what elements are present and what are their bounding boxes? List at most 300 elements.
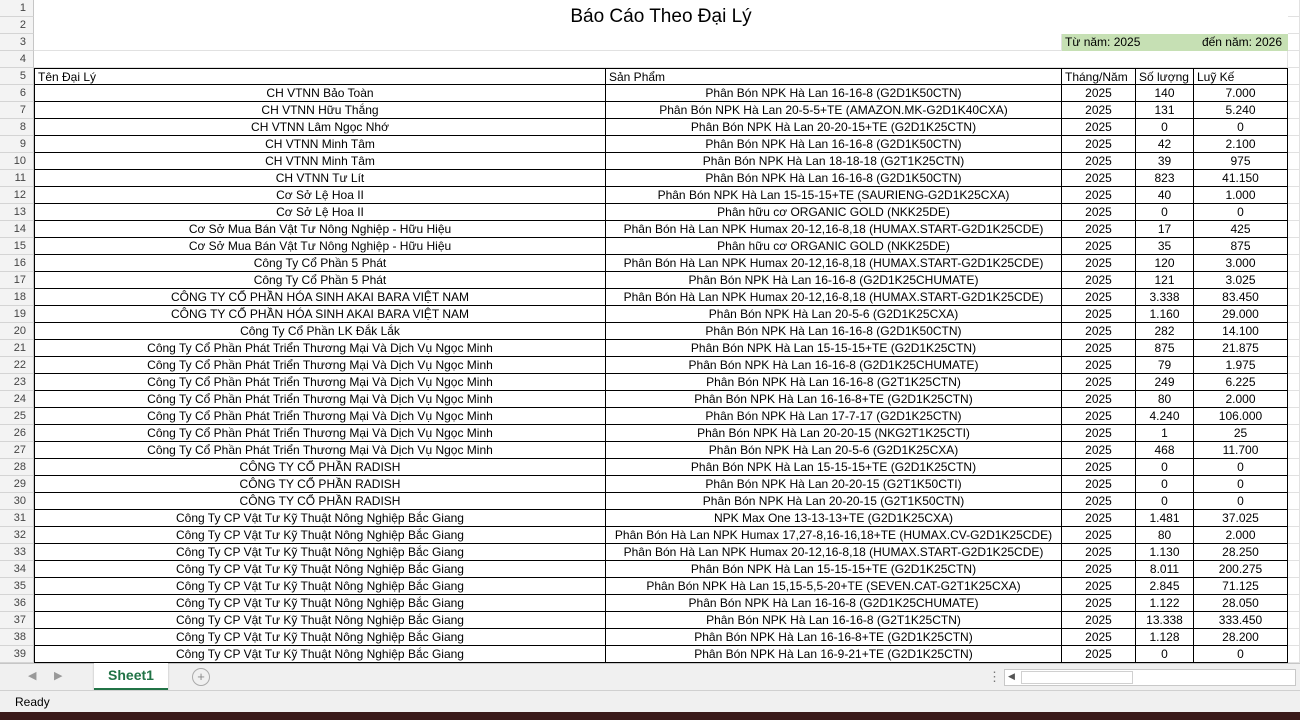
row-header[interactable]: 10 (0, 153, 34, 170)
row-header[interactable]: 4 (0, 51, 34, 68)
to-year-cell[interactable]: đến năm: 2026 (1194, 34, 1288, 51)
sheet-row (0, 476, 1300, 493)
year-cell[interactable]: 2025 (1062, 306, 1136, 323)
dealer-name-cell[interactable]: CÔNG TY CỔ PHẦN RADISH (34, 493, 606, 510)
product-cell[interactable]: Phân Bón NPK Hà Lan 20-5-6 (G2D1K25CXA) (606, 442, 1062, 459)
sheet-row (0, 204, 1300, 221)
row-header[interactable]: 33 (0, 544, 34, 561)
empty-cell[interactable] (1288, 323, 1300, 340)
row-header[interactable]: 15 (0, 238, 34, 255)
quantity-cell[interactable]: 79 (1136, 357, 1194, 374)
year-cell[interactable]: 2025 (1062, 85, 1136, 102)
scroll-left-arrow-icon[interactable]: ◀ (1008, 671, 1015, 681)
quantity-cell[interactable]: 1 (1136, 425, 1194, 442)
dealer-name-cell[interactable]: Công Ty CP Vật Tư Kỹ Thuật Nông Nghiệp Bắc Giang (34, 510, 606, 527)
dealer-name-cell[interactable]: Công Ty CP Vật Tư Kỹ Thuật Nông Nghiệp Bắc Giang (34, 561, 606, 578)
dealer-name-cell[interactable]: Cơ Sở Lệ Hoa II (34, 187, 606, 204)
quantity-cell[interactable]: 1.128 (1136, 629, 1194, 646)
cumulative-cell[interactable]: 6.225 (1194, 374, 1288, 391)
quantity-cell[interactable]: 1.481 (1136, 510, 1194, 527)
product-cell[interactable]: Phân Bón NPK Hà Lan 20-20-15 (G2T1K50CTI) (606, 476, 1062, 493)
cumulative-cell[interactable]: 875 (1194, 238, 1288, 255)
row-header[interactable]: 6 (0, 85, 34, 102)
scroll-right-icon[interactable]: ▶ (54, 670, 63, 682)
product-cell[interactable]: Phân Bón Hà Lan NPK Humax 20-12,16-8,18 (HUMAX.START-G2D1K25CDE) (606, 255, 1062, 272)
year-cell[interactable]: 2025 (1062, 221, 1136, 238)
year-cell[interactable]: 2025 (1062, 238, 1136, 255)
quantity-cell[interactable]: 121 (1136, 272, 1194, 289)
cumulative-cell[interactable]: 0 (1194, 646, 1288, 663)
row-header[interactable]: 31 (0, 510, 34, 527)
sheet-row (0, 578, 1300, 595)
cumulative-cell[interactable]: 0 (1194, 204, 1288, 221)
dealer-name-cell[interactable]: CH VTNN Lâm Ngọc Nhớ (34, 119, 606, 136)
row-header[interactable]: 18 (0, 289, 34, 306)
empty-cell[interactable] (1288, 272, 1300, 289)
product-cell[interactable]: Phân Bón NPK Hà Lan 15-15-15+TE (G2D1K25CTN) (606, 561, 1062, 578)
quantity-cell[interactable]: 40 (1136, 187, 1194, 204)
row-header[interactable]: 34 (0, 561, 34, 578)
sheet-row (0, 119, 1300, 136)
year-cell[interactable]: 2025 (1062, 119, 1136, 136)
product-cell[interactable]: Phân Bón NPK Hà Lan 20-5-6 (G2D1K25CXA) (606, 306, 1062, 323)
row-header[interactable]: 14 (0, 221, 34, 238)
year-cell[interactable]: 2025 (1062, 289, 1136, 306)
empty-cell[interactable] (1288, 476, 1300, 493)
dealer-name-cell[interactable]: Công Ty Cổ Phần 5 Phát (34, 272, 606, 289)
dealer-name-cell[interactable]: Công Ty CP Vật Tư Kỹ Thuật Nông Nghiệp Bắc Giang (34, 629, 606, 646)
row-header[interactable]: 7 (0, 102, 34, 119)
year-cell[interactable]: 2025 (1062, 136, 1136, 153)
row-header[interactable]: 37 (0, 612, 34, 629)
quantity-cell[interactable]: 80 (1136, 391, 1194, 408)
cumulative-cell[interactable]: 0 (1194, 459, 1288, 476)
quantity-cell[interactable]: 3.338 (1136, 289, 1194, 306)
taskbar-strip (0, 712, 1300, 720)
empty-cell[interactable] (1288, 629, 1300, 646)
product-cell[interactable]: Phân Bón Hà Lan NPK Humax 20-12,16-8,18 (HUMAX.START-G2D1K25CDE) (606, 221, 1062, 238)
quantity-cell[interactable]: 4.240 (1136, 408, 1194, 425)
quantity-cell[interactable]: 468 (1136, 442, 1194, 459)
cumulative-cell[interactable]: 71.125 (1194, 578, 1288, 595)
cumulative-cell[interactable]: 3.000 (1194, 255, 1288, 272)
quantity-cell[interactable]: 2.845 (1136, 578, 1194, 595)
sheet-row (0, 391, 1300, 408)
empty-cell[interactable] (1288, 408, 1300, 425)
empty-cell[interactable] (1288, 34, 1300, 51)
dealer-name-cell[interactable]: Công Ty CP Vật Tư Kỹ Thuật Nông Nghiệp Bắc Giang (34, 578, 606, 595)
dealer-name-cell[interactable]: CH VTNN Bảo Toàn (34, 85, 606, 102)
row-header[interactable]: 38 (0, 629, 34, 646)
cumulative-cell[interactable]: 37.025 (1194, 510, 1288, 527)
sheet-row (0, 51, 1300, 68)
quantity-cell[interactable]: 0 (1136, 476, 1194, 493)
year-cell[interactable]: 2025 (1062, 646, 1136, 663)
empty-cell[interactable] (1288, 170, 1300, 187)
empty-cell[interactable] (1288, 612, 1300, 629)
status-bar (0, 690, 1300, 712)
empty-cell[interactable] (1288, 119, 1300, 136)
sheet-row (0, 612, 1300, 629)
quantity-cell[interactable]: 249 (1136, 374, 1194, 391)
quantity-cell[interactable]: 140 (1136, 85, 1194, 102)
dealer-name-cell[interactable]: CH VTNN Minh Tâm (34, 153, 606, 170)
sheet-row (0, 561, 1300, 578)
year-cell[interactable]: 2025 (1062, 578, 1136, 595)
tab-sheet1[interactable]: Sheet1 (94, 663, 168, 691)
empty-cell[interactable] (34, 34, 1062, 51)
empty-cell[interactable] (1288, 187, 1300, 204)
quantity-cell[interactable]: 131 (1136, 102, 1194, 119)
column-header[interactable]: Số lượng (1136, 68, 1194, 85)
cumulative-cell[interactable]: 425 (1194, 221, 1288, 238)
empty-cell[interactable] (1288, 544, 1300, 561)
product-cell[interactable]: Phân Bón NPK Hà Lan 16-16-8 (G2D1K50CTN) (606, 136, 1062, 153)
product-cell[interactable]: Phân Bón NPK Hà Lan 16-16-8 (G2D1K50CTN) (606, 170, 1062, 187)
dealer-name-cell[interactable]: Công Ty Cổ Phần Phát Triển Thương Mại Và Dịch Vụ Ngọc Minh (34, 408, 606, 425)
quantity-cell[interactable]: 0 (1136, 204, 1194, 221)
quantity-cell[interactable]: 875 (1136, 340, 1194, 357)
cumulative-cell[interactable]: 29.000 (1194, 306, 1288, 323)
product-cell[interactable]: Phân hữu cơ ORGANIC GOLD (NKK25DE) (606, 204, 1062, 221)
row-header[interactable]: 9 (0, 136, 34, 153)
year-cell[interactable]: 2025 (1062, 340, 1136, 357)
empty-cell[interactable] (1288, 510, 1300, 527)
product-cell[interactable]: Phân Bón NPK Hà Lan 16-16-8 (G2D1K25CHUMATE) (606, 357, 1062, 374)
row-header[interactable]: 26 (0, 425, 34, 442)
sheet-row (0, 221, 1300, 238)
sheet-row (0, 374, 1300, 391)
cumulative-cell[interactable]: 2.000 (1194, 391, 1288, 408)
year-cell[interactable]: 2025 (1062, 493, 1136, 510)
sheet-row (0, 153, 1300, 170)
product-cell[interactable]: Phân Bón NPK Hà Lan 15-15-15+TE (G2D1K25CTN) (606, 459, 1062, 476)
product-cell[interactable]: Phân hữu cơ ORGANIC GOLD (NKK25DE) (606, 238, 1062, 255)
cumulative-cell[interactable]: 7.000 (1194, 85, 1288, 102)
empty-cell[interactable] (1288, 51, 1300, 68)
quantity-cell[interactable]: 1.122 (1136, 595, 1194, 612)
row-header[interactable]: 11 (0, 170, 34, 187)
sheet-row (0, 459, 1300, 476)
dealer-name-cell[interactable]: CH VTNN Tư Lít (34, 170, 606, 187)
column-header[interactable]: Tên Đại Lý (34, 68, 606, 85)
cumulative-cell[interactable]: 28.200 (1194, 629, 1288, 646)
empty-cell[interactable] (1288, 646, 1300, 663)
empty-cell[interactable] (1288, 136, 1300, 153)
row-header[interactable]: 25 (0, 408, 34, 425)
empty-cell[interactable] (1288, 221, 1300, 238)
sheet-row (0, 323, 1300, 340)
row-header[interactable]: 30 (0, 493, 34, 510)
cumulative-cell[interactable]: 975 (1194, 153, 1288, 170)
empty-cell[interactable] (1288, 357, 1300, 374)
row-header[interactable]: 27 (0, 442, 34, 459)
empty-cell[interactable] (1288, 255, 1300, 272)
quantity-cell[interactable]: 8.011 (1136, 561, 1194, 578)
scrollbar-thumb[interactable] (1021, 671, 1133, 684)
sheet-row (0, 510, 1300, 527)
row-header[interactable]: 28 (0, 459, 34, 476)
row-header[interactable]: 12 (0, 187, 34, 204)
dealer-name-cell[interactable]: Cơ Sở Mua Bán Vật Tư Nông Nghiệp - Hữu Hiệu (34, 238, 606, 255)
dealer-name-cell[interactable]: Công Ty Cổ Phần Phát Triển Thương Mại Và Dịch Vụ Ngọc Minh (34, 442, 606, 459)
row-header[interactable]: 29 (0, 476, 34, 493)
empty-cell[interactable] (1288, 561, 1300, 578)
quantity-cell[interactable]: 1.130 (1136, 544, 1194, 561)
quantity-cell[interactable]: 120 (1136, 255, 1194, 272)
dealer-name-cell[interactable]: Cơ Sở Lệ Hoa II (34, 204, 606, 221)
product-cell[interactable]: Phân Bón NPK Hà Lan 20-20-15 (G2T1K50CTN) (606, 493, 1062, 510)
dealer-name-cell[interactable]: Công Ty Cổ Phần Phát Triển Thương Mại Và Dịch Vụ Ngọc Minh (34, 357, 606, 374)
product-cell[interactable]: Phân Bón NPK Hà Lan 16-9-21+TE (G2D1K25CTN) (606, 646, 1062, 663)
product-cell[interactable]: Phân Bón Hà Lan NPK Humax 17,27-8,16-16,18+TE (HUMAX.CV-G2D1K25CDE) (606, 527, 1062, 544)
row-header[interactable]: 16 (0, 255, 34, 272)
quantity-cell[interactable]: 1.160 (1136, 306, 1194, 323)
product-cell[interactable]: Phân Bón NPK Hà Lan 18-18-18 (G2T1K25CTN) (606, 153, 1062, 170)
year-cell[interactable]: 2025 (1062, 629, 1136, 646)
dealer-name-cell[interactable]: Cơ Sở Mua Bán Vật Tư Nông Nghiệp - Hữu Hiệu (34, 221, 606, 238)
year-cell[interactable]: 2025 (1062, 510, 1136, 527)
product-cell[interactable]: Phân Bón Hà Lan NPK Humax 20-12,16-8,18 (HUMAX.START-G2D1K25CDE) (606, 544, 1062, 561)
empty-cell[interactable] (1288, 85, 1300, 102)
column-header[interactable]: Sản Phẩm (606, 68, 1062, 85)
cumulative-cell[interactable]: 11.700 (1194, 442, 1288, 459)
cumulative-cell[interactable]: 14.100 (1194, 323, 1288, 340)
year-cell[interactable]: 2025 (1062, 357, 1136, 374)
quantity-cell[interactable]: 0 (1136, 493, 1194, 510)
year-cell[interactable]: 2025 (1062, 374, 1136, 391)
row-header[interactable]: 35 (0, 578, 34, 595)
quantity-cell[interactable]: 0 (1136, 459, 1194, 476)
product-cell[interactable]: Phân Bón NPK Hà Lan 16-16-8 (G2T1K25CTN) (606, 612, 1062, 629)
cumulative-cell[interactable]: 200.275 (1194, 561, 1288, 578)
cumulative-cell[interactable]: 0 (1194, 476, 1288, 493)
sheet-row (0, 629, 1300, 646)
year-cell[interactable]: 2025 (1062, 272, 1136, 289)
product-cell[interactable]: Phân Bón Hà Lan NPK Humax 20-12,16-8,18 (HUMAX.START-G2D1K25CDE) (606, 289, 1062, 306)
empty-cell[interactable] (34, 51, 1288, 68)
quantity-cell[interactable]: 39 (1136, 153, 1194, 170)
sheet-row (0, 527, 1300, 544)
dealer-name-cell[interactable]: Công Ty Cổ Phần Phát Triển Thương Mại Và Dịch Vụ Ngọc Minh (34, 425, 606, 442)
year-cell[interactable]: 2025 (1062, 255, 1136, 272)
empty-cell[interactable] (1288, 0, 1300, 17)
row-header[interactable]: 13 (0, 204, 34, 221)
row-header[interactable]: 1 (0, 0, 34, 17)
empty-cell[interactable] (1288, 391, 1300, 408)
dealer-name-cell[interactable]: CÔNG TY CỔ PHẦN RADISH (34, 476, 606, 493)
sheet-row (0, 425, 1300, 442)
dealer-name-cell[interactable]: CÔNG TY CỔ PHẦN HÓA SINH AKAI BARA VIỆT NAM (34, 306, 606, 323)
quantity-cell[interactable]: 0 (1136, 646, 1194, 663)
empty-cell[interactable] (1288, 578, 1300, 595)
sheet-row (0, 34, 1300, 51)
empty-cell[interactable] (1288, 374, 1300, 391)
dealer-name-cell[interactable]: CÔNG TY CỔ PHẦN RADISH (34, 459, 606, 476)
cumulative-cell[interactable]: 3.025 (1194, 272, 1288, 289)
empty-cell[interactable] (1288, 204, 1300, 221)
cumulative-cell[interactable]: 5.240 (1194, 102, 1288, 119)
sheet-row (0, 102, 1300, 119)
cumulative-cell[interactable]: 106.000 (1194, 408, 1288, 425)
cumulative-cell[interactable]: 1.975 (1194, 357, 1288, 374)
row-header[interactable]: 5 (0, 68, 34, 85)
report-title[interactable]: Báo Cáo Theo Đại Lý (570, 6, 752, 27)
empty-cell[interactable] (1288, 493, 1300, 510)
cumulative-cell[interactable]: 2.000 (1194, 527, 1288, 544)
empty-cell[interactable] (1288, 595, 1300, 612)
year-cell[interactable]: 2025 (1062, 408, 1136, 425)
cumulative-cell[interactable]: 83.450 (1194, 289, 1288, 306)
empty-cell[interactable] (1288, 425, 1300, 442)
empty-cell[interactable] (1288, 17, 1300, 34)
cumulative-cell[interactable]: 28.250 (1194, 544, 1288, 561)
year-cell[interactable]: 2025 (1062, 187, 1136, 204)
year-cell[interactable]: 2025 (1062, 102, 1136, 119)
dealer-name-cell[interactable]: Công Ty CP Vật Tư Kỹ Thuật Nông Nghiệp Bắc Giang (34, 612, 606, 629)
dealer-name-cell[interactable]: Công Ty Cổ Phần 5 Phát (34, 255, 606, 272)
scroll-left-icon[interactable]: ◀ (28, 670, 37, 682)
row-header[interactable]: 36 (0, 595, 34, 612)
empty-cell[interactable] (1288, 527, 1300, 544)
empty-cell[interactable] (1288, 238, 1300, 255)
product-cell[interactable]: Phân Bón NPK Hà Lan 16-16-8+TE (G2D1K25CTN) (606, 629, 1062, 646)
sheet-row (0, 187, 1300, 204)
quantity-cell[interactable]: 0 (1136, 119, 1194, 136)
column-header[interactable]: Luỹ Kế (1194, 68, 1288, 85)
dealer-name-cell[interactable]: Công Ty CP Vật Tư Kỹ Thuật Nông Nghiệp Bắc Giang (34, 646, 606, 663)
dealer-name-cell[interactable]: Công Ty Cổ Phần LK Đắk Lắk (34, 323, 606, 340)
year-cell[interactable]: 2025 (1062, 544, 1136, 561)
sheet-tab-bar (0, 663, 1300, 691)
row-header[interactable]: 32 (0, 527, 34, 544)
quantity-cell[interactable]: 17 (1136, 221, 1194, 238)
empty-cell[interactable] (1288, 102, 1300, 119)
product-cell[interactable]: Phân Bón NPK Hà Lan 15,15-5,5-20+TE (SEVEN.CAT-G2T1K25CXA) (606, 578, 1062, 595)
product-cell[interactable]: Phân Bón NPK Hà Lan 15-15-15+TE (G2D1K25CTN) (606, 340, 1062, 357)
year-cell[interactable]: 2025 (1062, 561, 1136, 578)
product-cell[interactable]: Phân Bón NPK Hà Lan 16-16-8 (G2D1K25CHUMATE) (606, 595, 1062, 612)
horizontal-scrollbar[interactable] (1004, 669, 1296, 686)
row-header[interactable]: 17 (0, 272, 34, 289)
year-cell[interactable]: 2025 (1062, 476, 1136, 493)
product-cell[interactable]: NPK Max One 13-13-13+TE (G2D1K25CXA) (606, 510, 1062, 527)
dealer-name-cell[interactable]: CH VTNN Minh Tâm (34, 136, 606, 153)
quantity-cell[interactable]: 80 (1136, 527, 1194, 544)
year-cell[interactable]: 2025 (1062, 612, 1136, 629)
row-header[interactable]: 8 (0, 119, 34, 136)
column-header[interactable]: Tháng/Năm (1062, 68, 1136, 85)
product-cell[interactable]: Phân Bón NPK Hà Lan 20-20-15+TE (G2D1K25CTN) (606, 119, 1062, 136)
quantity-cell[interactable]: 42 (1136, 136, 1194, 153)
more-options-icon[interactable]: ⋮ (988, 669, 1001, 684)
row-header[interactable]: 3 (0, 34, 34, 51)
cumulative-cell[interactable]: 333.450 (1194, 612, 1288, 629)
cumulative-cell[interactable]: 0 (1194, 119, 1288, 136)
quantity-cell[interactable]: 282 (1136, 323, 1194, 340)
sheet-row (0, 493, 1300, 510)
row-header[interactable]: 19 (0, 306, 34, 323)
product-cell[interactable]: Phân Bón NPK Hà Lan 20-5-5+TE (AMAZON.MK-G2D1K40CXA) (606, 102, 1062, 119)
product-cell[interactable]: Phân Bón NPK Hà Lan 15-15-15+TE (SAURIENG-G2D1K25CXA) (606, 187, 1062, 204)
empty-cell[interactable] (1288, 68, 1300, 85)
cumulative-cell[interactable]: 1.000 (1194, 187, 1288, 204)
dealer-name-cell[interactable]: CH VTNN Hữu Thắng (34, 102, 606, 119)
year-cell[interactable]: 2025 (1062, 391, 1136, 408)
product-cell[interactable]: Phân Bón NPK Hà Lan 16-16-8 (G2T1K25CTN) (606, 374, 1062, 391)
dealer-name-cell[interactable]: Công Ty CP Vật Tư Kỹ Thuật Nông Nghiệp Bắc Giang (34, 544, 606, 561)
cumulative-cell[interactable]: 0 (1194, 493, 1288, 510)
from-year-cell[interactable]: Từ năm: 2025 (1062, 34, 1194, 51)
cumulative-cell[interactable]: 21.875 (1194, 340, 1288, 357)
year-cell[interactable]: 2025 (1062, 204, 1136, 221)
add-sheet-icon[interactable]: + (192, 668, 210, 686)
empty-cell[interactable] (1288, 442, 1300, 459)
row-header[interactable]: 20 (0, 323, 34, 340)
empty-cell[interactable] (1288, 306, 1300, 323)
sheet-row (0, 68, 1300, 85)
quantity-cell[interactable]: 823 (1136, 170, 1194, 187)
cumulative-cell[interactable]: 2.100 (1194, 136, 1288, 153)
product-cell[interactable]: Phân Bón NPK Hà Lan 16-16-8+TE (G2D1K25CTN) (606, 391, 1062, 408)
dealer-name-cell[interactable]: Công Ty CP Vật Tư Kỹ Thuật Nông Nghiệp Bắc Giang (34, 527, 606, 544)
sheet-row (0, 340, 1300, 357)
row-header[interactable]: 22 (0, 357, 34, 374)
year-cell[interactable]: 2025 (1062, 442, 1136, 459)
year-cell[interactable]: 2025 (1062, 323, 1136, 340)
dealer-name-cell[interactable]: CÔNG TY CỔ PHẦN HÓA SINH AKAI BARA VIỆT NAM (34, 289, 606, 306)
sheet-row (0, 442, 1300, 459)
sheet-row (0, 289, 1300, 306)
year-cell[interactable]: 2025 (1062, 425, 1136, 442)
dealer-name-cell[interactable]: Công Ty CP Vật Tư Kỹ Thuật Nông Nghiệp Bắc Giang (34, 595, 606, 612)
row-header[interactable]: 24 (0, 391, 34, 408)
year-cell[interactable]: 2025 (1062, 595, 1136, 612)
row-header[interactable]: 21 (0, 340, 34, 357)
year-cell[interactable]: 2025 (1062, 527, 1136, 544)
sheet-row (0, 272, 1300, 289)
dealer-name-cell[interactable]: Công Ty Cổ Phần Phát Triển Thương Mại Và Dịch Vụ Ngọc Minh (34, 391, 606, 408)
sheet-row (0, 0, 1300, 27)
dealer-name-cell[interactable]: Công Ty Cổ Phần Phát Triển Thương Mại Và Dịch Vụ Ngọc Minh (34, 374, 606, 391)
product-cell[interactable]: Phân Bón NPK Hà Lan 16-16-8 (G2D1K25CHUMATE) (606, 272, 1062, 289)
quantity-cell[interactable]: 35 (1136, 238, 1194, 255)
product-cell[interactable]: Phân Bón NPK Hà Lan 20-20-15 (NKG2T1K25CTI) (606, 425, 1062, 442)
product-cell[interactable]: Phân Bón NPK Hà Lan 17-7-17 (G2D1K25CTN) (606, 408, 1062, 425)
sheet-row (0, 646, 1300, 663)
year-cell[interactable]: 2025 (1062, 170, 1136, 187)
cumulative-cell[interactable]: 25 (1194, 425, 1288, 442)
product-cell[interactable]: Phân Bón NPK Hà Lan 16-16-8 (G2D1K50CTN) (606, 85, 1062, 102)
cumulative-cell[interactable]: 28.050 (1194, 595, 1288, 612)
cumulative-cell[interactable]: 41.150 (1194, 170, 1288, 187)
product-cell[interactable]: Phân Bón NPK Hà Lan 16-16-8 (G2D1K50CTN) (606, 323, 1062, 340)
row-header[interactable]: 39 (0, 646, 34, 663)
empty-cell[interactable] (1288, 153, 1300, 170)
sheet-row (0, 17, 1300, 34)
empty-cell[interactable] (1288, 289, 1300, 306)
empty-cell[interactable] (1288, 459, 1300, 476)
row-header[interactable]: 23 (0, 374, 34, 391)
quantity-cell[interactable]: 13.338 (1136, 612, 1194, 629)
dealer-name-cell[interactable]: Công Ty Cổ Phần Phát Triển Thương Mại Và Dịch Vụ Ngọc Minh (34, 340, 606, 357)
empty-cell[interactable] (1288, 340, 1300, 357)
year-cell[interactable]: 2025 (1062, 459, 1136, 476)
row-header[interactable]: 2 (0, 17, 34, 34)
status-text: Ready (15, 695, 50, 709)
sheet-row (0, 595, 1300, 612)
year-cell[interactable]: 2025 (1062, 153, 1136, 170)
